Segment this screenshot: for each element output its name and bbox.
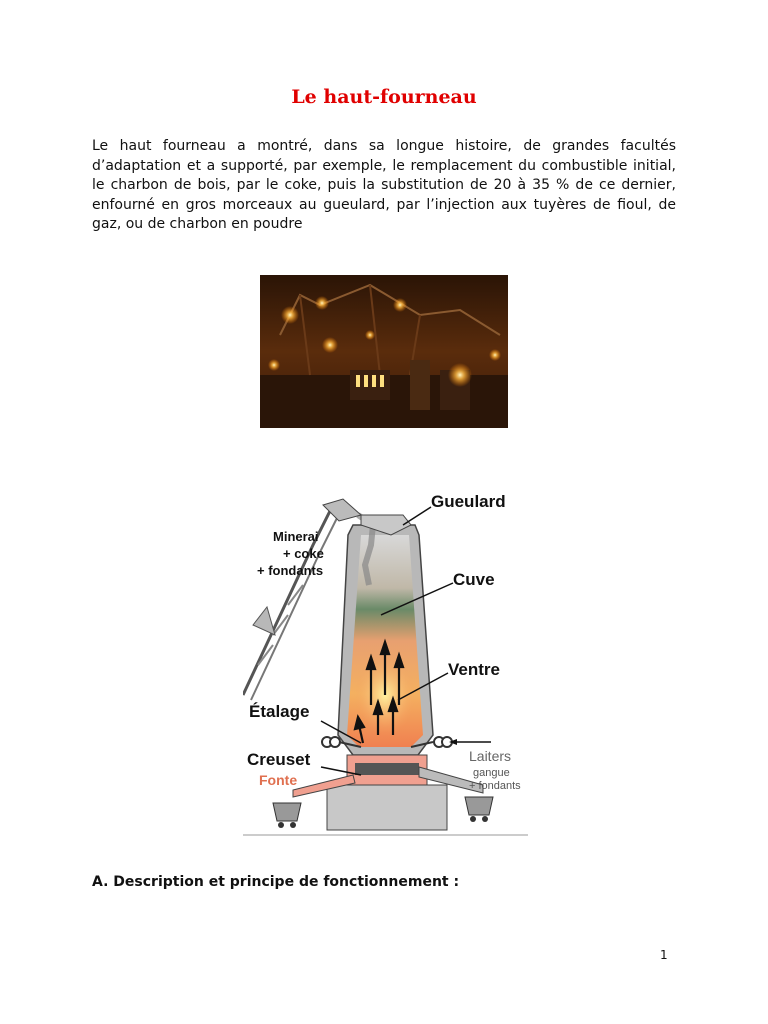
label-coke: + coke: [283, 546, 324, 561]
label-fonte: Fonte: [259, 772, 298, 788]
intro-paragraph: Le haut fourneau a montré, dans sa longue histoire, de grandes facultés d’adaptation et a supporté, par exemple, le remplacement du combustible initial, le charbon de bois, par le coke, puis la substitution de 20 à 35 % de ce dernier, enfourné en gros morceaux au gueulard, par l’injection aux tuyères de fioul, de gaz, ou de charbon en poudre: [92, 138, 676, 233]
page-number: 1: [660, 948, 668, 962]
page-title: Le haut-fourneau: [291, 86, 477, 108]
blast-furnace-photo-image: [260, 275, 508, 428]
label-etalage: Étalage: [249, 702, 310, 721]
label-ventre: Ventre: [448, 660, 500, 679]
label-fondants-bottom: + fondants: [469, 780, 521, 792]
blast-furnace-diagram: [243, 485, 528, 840]
label-gueulard: Gueulard: [431, 492, 506, 511]
label-fondants-top: + fondants: [257, 563, 324, 578]
blast-furnace-night-photo: [260, 275, 508, 428]
section-a-heading: A. Description et principe de fonctionnement :: [92, 874, 460, 890]
label-minerai: Minerai: [273, 529, 319, 544]
blast-furnace-diagram-svg: [243, 485, 528, 840]
label-gangue: gangue: [473, 767, 510, 779]
label-laiters: Laiters: [469, 748, 512, 764]
label-creuset: Creuset: [247, 750, 311, 769]
label-cuve: Cuve: [453, 570, 495, 589]
